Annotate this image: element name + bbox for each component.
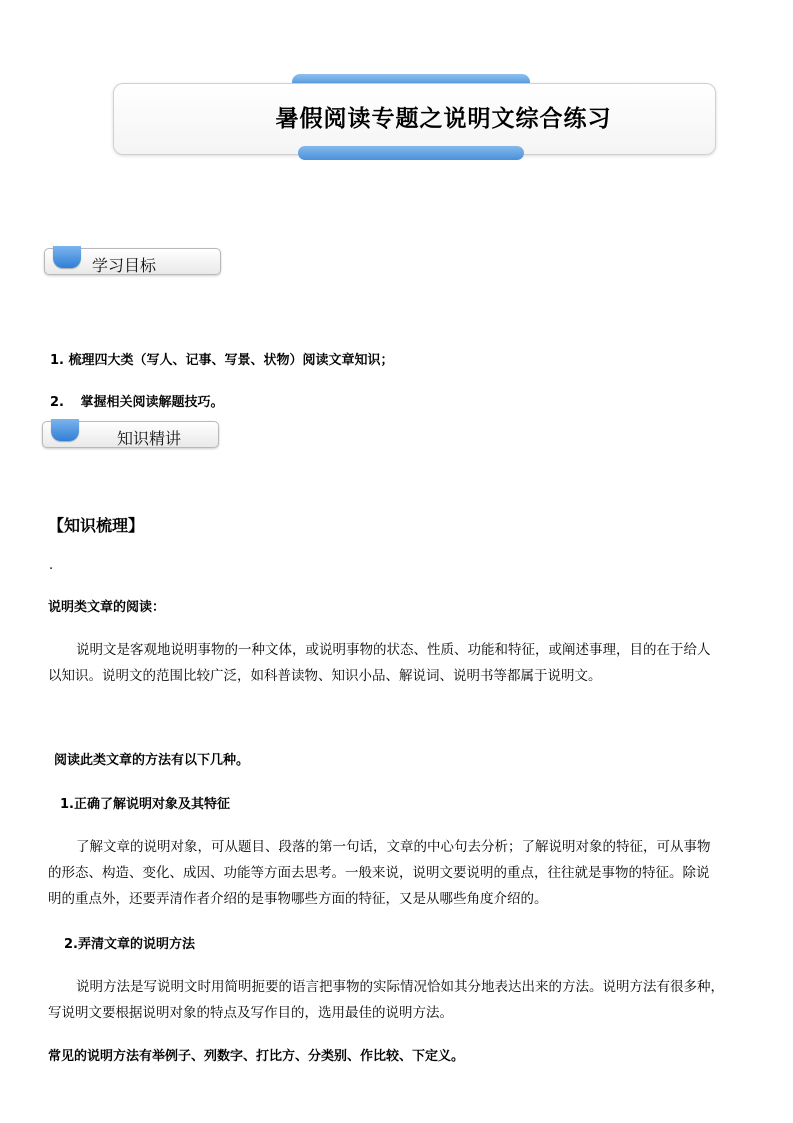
point1-line-1: 了解文章的说明对象，可从题目、段落的第一句话，文章的中心句去分析；了解说明对象的特征，可从事物 bbox=[76, 839, 711, 855]
goal-num-2: 2. bbox=[50, 395, 64, 410]
goal-text-1: 梳理四大类（写人、记事、写景、状物）阅读文章知识； bbox=[68, 353, 394, 368]
section-tab-lecture bbox=[42, 421, 219, 448]
point1-heading: 1.正确了解说明对象及其特征 bbox=[60, 797, 230, 812]
point2-line-1: 说明方法是写说明文时用简明扼要的语言把事物的实际情况恰如其分地表达出来的方法。说明方法有很多种， bbox=[76, 979, 724, 995]
section-label-goals: 学习目标 bbox=[92, 256, 157, 275]
goal-num-1: 1. bbox=[50, 353, 64, 368]
goal-text-2: 掌握相关阅读解题技巧。 bbox=[80, 395, 224, 410]
goal-item-1 bbox=[50, 348, 394, 374]
knowledge-heading: 【知识梳理】 bbox=[48, 516, 145, 535]
intro-line-1: 说明文是客观地说明事物的一种文体，或说明事物的状态、性质、功能和特征，或阐述事理，目的在于给人 bbox=[76, 642, 711, 658]
intro-line-2: 以知识。说明文的范围比较广泛，如科普读物、知识小品、解说词、说明书等都属于说明文。 bbox=[48, 668, 602, 684]
stray-dot: . bbox=[49, 558, 54, 573]
methods-heading: 阅读此类文章的方法有以下几种。 bbox=[54, 753, 250, 768]
point2-line-2: 写说明文要根据说明对象的特点及写作目的，选用最佳的说明方法。 bbox=[48, 1005, 453, 1021]
point1-paragraph bbox=[48, 834, 748, 912]
section-tab-goals bbox=[44, 248, 221, 275]
section-label-lecture: 知识精讲 bbox=[117, 429, 182, 448]
reading-heading: 说明类文章的阅读： bbox=[48, 600, 166, 615]
point1-line-2: 的形态、构造、变化、成因、功能等方面去思考。一般来说，说明文要说明的重点，往往就是事物的特征。除说 bbox=[48, 865, 710, 881]
section-badge-icon bbox=[53, 246, 81, 268]
point1-line-3: 明的重点外，还要弄清作者介绍的是事物哪些方面的特征，又是从哪些角度介绍的。 bbox=[48, 891, 548, 907]
banner-bottom-tab bbox=[298, 146, 524, 160]
common-methods: 常见的说明方法有举例子、列数字、打比方、分类别、作比较、下定义。 bbox=[48, 1049, 465, 1064]
point2-paragraph bbox=[48, 974, 748, 1026]
point2-heading: 2.弄清文章的说明方法 bbox=[64, 937, 195, 952]
section-badge-icon bbox=[51, 419, 79, 441]
goal-item-2 bbox=[50, 390, 224, 416]
intro-paragraph bbox=[48, 637, 748, 689]
page-title: 暑假阅读专题之说明文综合练习 bbox=[275, 106, 612, 132]
